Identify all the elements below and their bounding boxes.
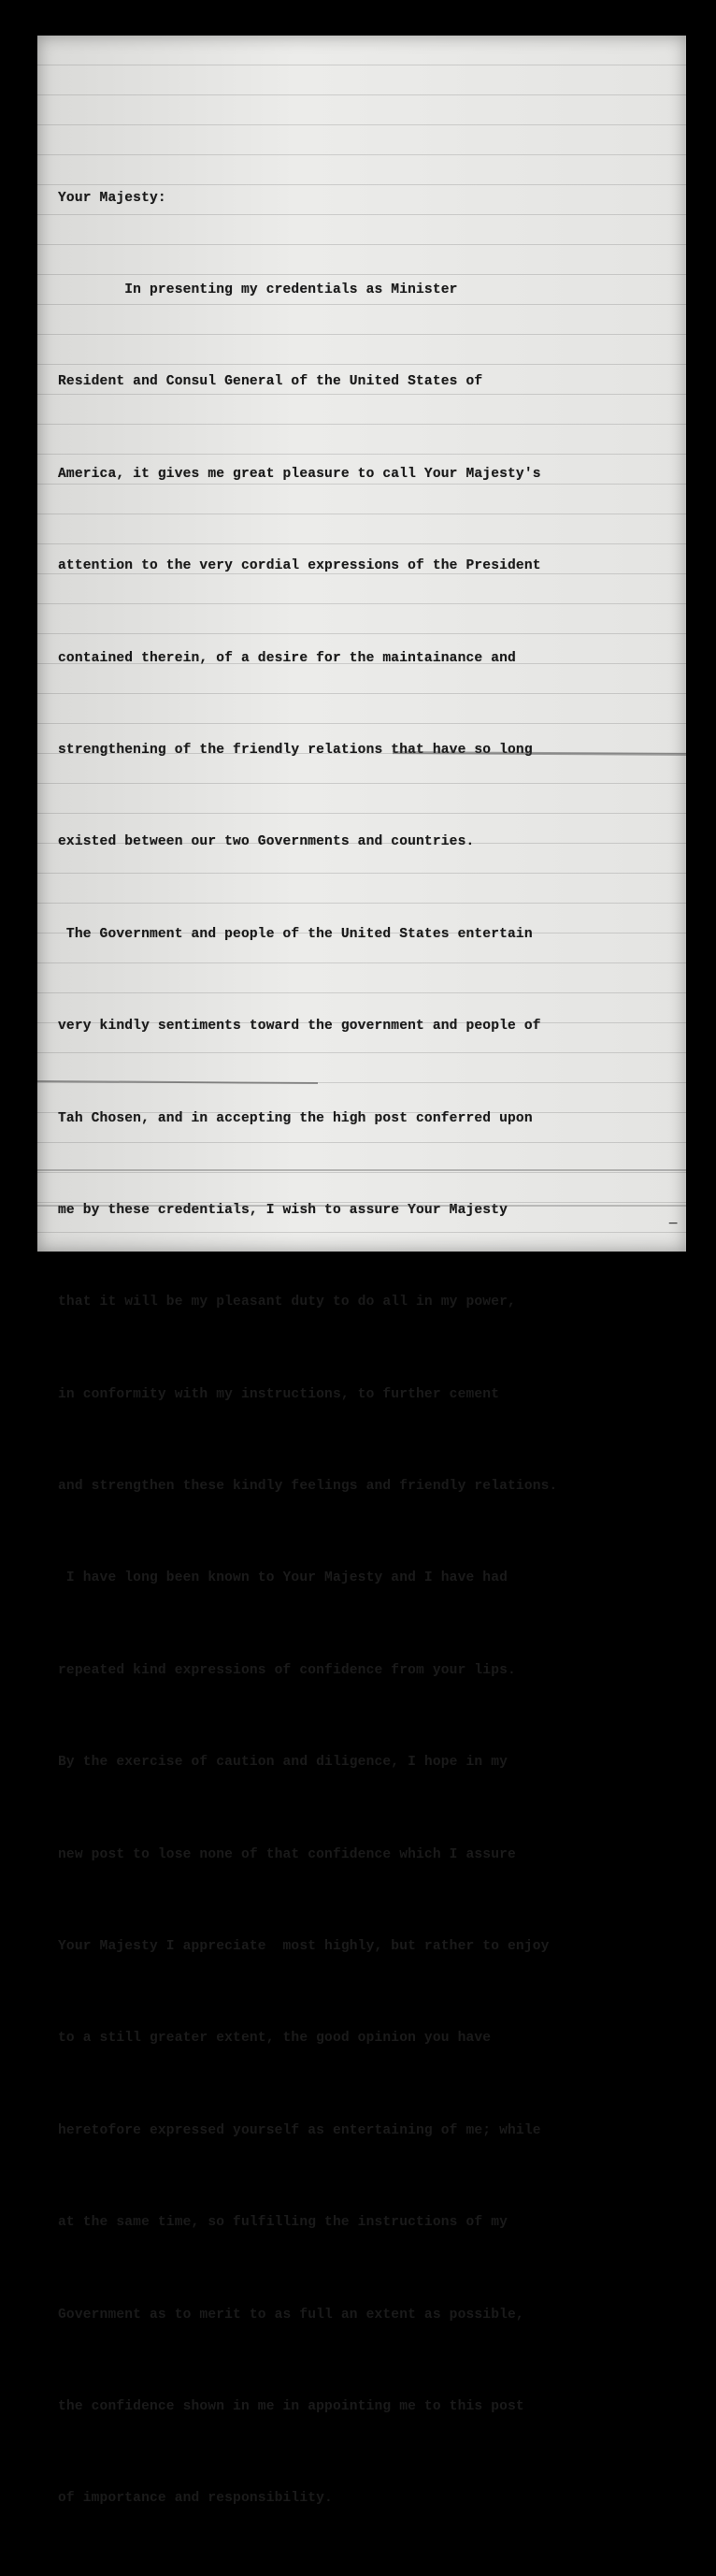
letter-line: Tah Chosen, and in accepting the high post conferred upon <box>58 1110 533 1126</box>
letter-line: Your Majesty I appreciate most highly, but rather to enjoy <box>58 1939 550 1955</box>
letter-line: heretofore expressed yourself as entertaining of me; while <box>58 2122 541 2138</box>
margin-mark: − <box>667 1216 679 1231</box>
letter-line: attention to the very cordial expressions of the President <box>58 558 541 574</box>
letter-line: and strengthen these kindly feelings and friendly relations. <box>58 1479 558 1495</box>
letter-line: the confidence shown in me in appointing me to this post <box>58 2398 524 2414</box>
letter-line: Resident and Consul General of the United States of <box>58 374 483 390</box>
letter-body <box>58 122 656 2576</box>
letter-line: of importance and responsibility. <box>58 2491 333 2507</box>
letter-line: America, it gives me great pleasure to call Your Majesty's <box>58 466 541 482</box>
letter-line: to a still greater extent, the good opinion you have <box>58 2031 492 2047</box>
letter-line: repeated kind expressions of confidence from your lips. <box>58 1662 516 1678</box>
letter-line: in conformity with my instructions, to further cement <box>58 1386 500 1402</box>
letter-line: existed between our two Governments and countries. <box>58 834 475 850</box>
letter-sheet <box>37 36 686 2507</box>
salutation: Your Majesty: <box>58 190 166 206</box>
ruled-line <box>37 1205 686 1207</box>
letter-line: at the same time, so fulfilling the instructions of my <box>58 2215 508 2231</box>
letter-line: strengthening of the friendly relations that have so long <box>58 742 533 758</box>
letter-line: new post to lose none of that confidence which I assure <box>58 1846 516 1862</box>
letter-line: me by these credentials, I wish to assure Your Majesty <box>58 1202 508 1218</box>
letter-line: I have long been known to Your Majesty and I have had <box>58 1570 508 1586</box>
letter-line: In presenting my credentials as Minister <box>58 282 458 297</box>
letter-line: The Government and people of the United States entertain <box>58 926 533 942</box>
ruled-line <box>37 1169 686 1171</box>
letter-line: that it will be my pleasant duty to do all in my power, <box>58 1295 516 1310</box>
letter-line: Government as to merit to as full an extent as possible, <box>58 2307 524 2323</box>
letter-line: very kindly sentiments toward the government and people of <box>58 1019 541 1035</box>
letter-line: By the exercise of caution and diligence, I hope in my <box>58 1755 508 1771</box>
letter-line: contained therein, of a desire for the maintainance and <box>58 650 516 666</box>
